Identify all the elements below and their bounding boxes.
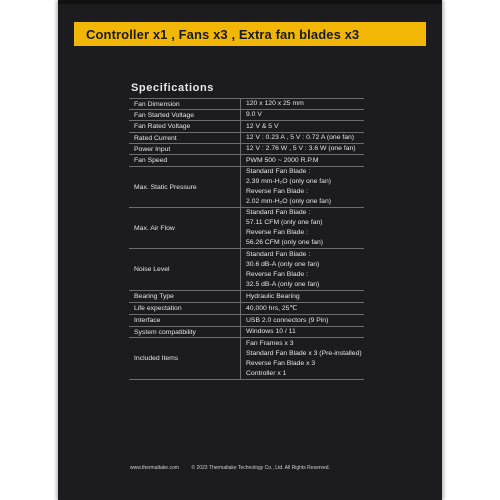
spec-value [241, 167, 365, 208]
spec-value-line: Reverse Fan Blade : [246, 270, 308, 278]
box-footer [130, 465, 370, 471]
spec-label: System compatibility [134, 328, 196, 336]
spec-value [241, 121, 365, 133]
spec-row [129, 315, 364, 327]
spec-value-line: 2.39 mm-H₂O (only one fan) [246, 178, 331, 185]
spec-value-line: 9.0 V [246, 111, 262, 118]
spec-value [241, 155, 365, 167]
spec-value [241, 338, 365, 380]
box-top-edge [58, 0, 442, 4]
spec-value-line: Standard Fan Blade : [246, 250, 311, 258]
spec-value [241, 133, 365, 144]
spec-value [241, 315, 365, 327]
spec-value-line: 30.6 dB-A (only one fan) [246, 260, 320, 268]
banner-text: Controller x1 , Fans x3 , Extra fan blades x3 [86, 26, 360, 42]
spec-label: Fan Rated Voltage [134, 123, 191, 130]
spec-label: Max. Static Pressure [134, 183, 197, 191]
spec-value-line: 57.11 CFM (only one fan) [246, 219, 323, 226]
spec-label: Included Items [134, 355, 179, 362]
spec-value-line: USB 2.0 connectors (9 Pin) [246, 316, 329, 324]
specifications-table [129, 98, 364, 380]
spec-row [129, 99, 364, 110]
spec-row [129, 144, 364, 155]
spec-value-line: 120 x 120 x 25 mm [246, 100, 304, 107]
spec-label: Noise Level [134, 266, 170, 273]
spec-value-line: Controller x 1 [246, 369, 287, 377]
spec-value-line: Reverse Fan Blade x 3 [246, 359, 316, 367]
spec-label: Interface [134, 317, 161, 324]
spec-value [241, 327, 365, 338]
spec-row [129, 208, 364, 249]
spec-value [241, 208, 365, 249]
spec-value-line: Standard Fan Blade : [246, 209, 311, 216]
spec-label: Max. Air Flow [134, 224, 175, 232]
spec-value-line: 32.5 dB-A (only one fan) [246, 280, 320, 288]
spec-label: Rated Current [134, 134, 177, 142]
spec-value-line: Fan Frames x 3 [246, 339, 294, 347]
spec-row [129, 155, 364, 167]
spec-value [241, 303, 365, 315]
specifications-table-body [129, 99, 364, 380]
spec-value-line: 56.26 CFM (only one fan) [246, 239, 324, 246]
spec-value-line: 12 V : 0.23 A , 5 V : 0.72 A (one fan) [246, 134, 355, 141]
spec-row [129, 167, 364, 208]
copyright-text: © 2023 Thermaltake Technology Co., Ltd. All Rights Reserved. [191, 465, 330, 471]
spec-value [241, 144, 365, 155]
spec-label: Fan Started Voltage [134, 111, 195, 119]
spec-label: Fan Speed [134, 157, 168, 164]
spec-value-line: PWM 500 ~ 2000 R.P.M [246, 156, 319, 164]
spec-value-line: Standard Fan Blade : [246, 168, 311, 175]
spec-row [129, 291, 364, 303]
spec-row [129, 303, 364, 315]
spec-row [129, 327, 364, 338]
spec-value-line: 12 V & 5 V [246, 122, 279, 130]
spec-row [129, 249, 364, 291]
contents-banner [74, 22, 426, 46]
spec-value-line: Reverse Fan Blade : [246, 229, 308, 236]
spec-row [129, 121, 364, 133]
spec-value-line: Windows 10 / 11 [246, 328, 296, 335]
spec-label: Bearing Type [134, 293, 174, 300]
spec-value-line: Hydraulic Bearing [246, 292, 300, 300]
spec-value [241, 99, 365, 110]
spec-value-line: Reverse Fan Blade : [246, 188, 308, 195]
spec-value-line: 12 V : 2.76 W , 5 V : 3.6 W (one fan) [246, 145, 356, 152]
spec-row [129, 338, 364, 380]
spec-label: Fan Dimension [134, 100, 180, 108]
spec-value-line: 2.02 mm-H₂O (only one fan) [246, 198, 331, 205]
spec-row [129, 133, 364, 144]
spec-label: Life expectation [134, 305, 182, 312]
spec-value [241, 249, 365, 291]
spec-value [241, 110, 365, 121]
spec-row [129, 110, 364, 121]
specifications-heading: Specifications [131, 82, 214, 94]
spec-label: Power Input [134, 145, 171, 153]
spec-value [241, 291, 365, 303]
spec-value-line: 40,000 hrs, 25℃ [246, 304, 298, 312]
website-text: www.thermaltake.com [130, 465, 179, 471]
spec-value-line: Standard Fan Blade x 3 (Pre-installed) [246, 349, 362, 357]
